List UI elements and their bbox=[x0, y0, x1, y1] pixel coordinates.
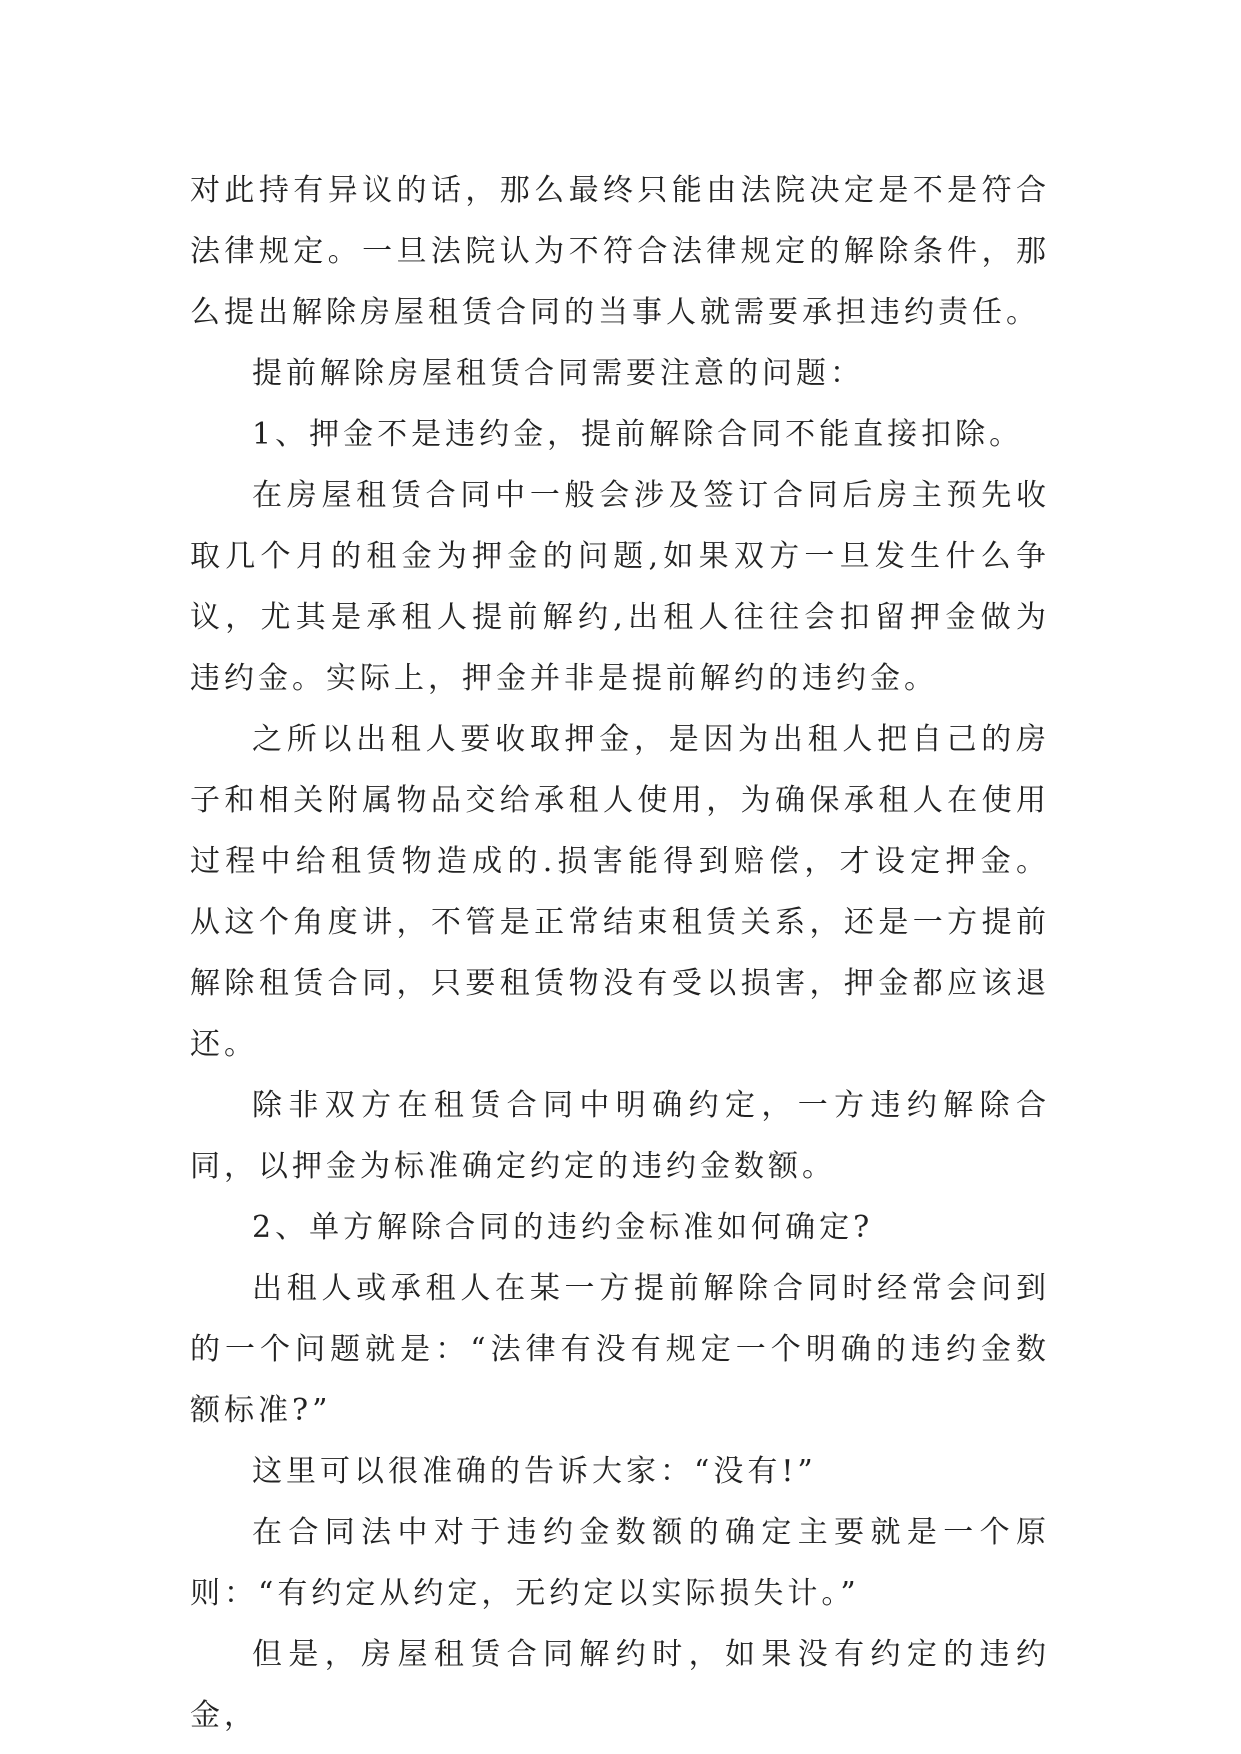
paragraph-common-question: 出租人或承租人在某一方提前解除合同时经常会问到的一个问题就是：“法律有没有规定一个明确的违约金数额标准?” bbox=[190, 1271, 1050, 1428]
document-body bbox=[190, 160, 1050, 1746]
paragraph-point-2-heading: 2、单方解除合同的违约金标准如何确定? bbox=[252, 1210, 874, 1245]
paragraph-point-1-heading: 1、押金不是违约金，提前解除合同不能直接扣除。 bbox=[252, 417, 1024, 452]
paragraph-section-heading: 提前解除房屋租赁合同需要注意的问题： bbox=[252, 356, 864, 391]
paragraph-deposit-issue: 在房屋租赁合同中一般会涉及签订合同后房主预先收取几个月的租金为押金的问题,如果双方一旦发生什么争议，尤其是承租人提前解约,出租人往往会扣留押金做为违约金。实际上，押金并非是提前解约的违约金。 bbox=[190, 478, 1050, 696]
paragraph-trailing: 但是，房屋租赁合同解约时，如果没有约定的违约金， bbox=[190, 1637, 1050, 1733]
paragraph-deposit-exception: 除非双方在租赁合同中明确约定，一方违约解除合同，以押金为标准确定约定的违约金数额。 bbox=[190, 1088, 1050, 1184]
paragraph-principle: 在合同法中对于违约金数额的确定主要就是一个原则：“有约定从约定，无约定以实际损失计。” bbox=[190, 1515, 1050, 1611]
paragraph-deposit-reason: 之所以出租人要收取押金，是因为出租人把自己的房子和相关附属物品交给承租人使用，为确保承租人在使用过程中给租赁物造成的.损害能得到赔偿，才设定押金。从这个角度讲，不管是正常结束租赁关系，还是一方提前解除租赁合同，只要租赁物没有受以损害，押金都应该退还。 bbox=[190, 722, 1050, 1062]
paragraph-continuation: 对此持有异议的话，那么最终只能由法院决定是不是符合法律规定。一旦法院认为不符合法律规定的解除条件，那么提出解除房屋租赁合同的当事人就需要承担违约责任。 bbox=[190, 173, 1050, 330]
paragraph-answer: 这里可以很准确的告诉大家：“没有!” bbox=[252, 1454, 817, 1489]
